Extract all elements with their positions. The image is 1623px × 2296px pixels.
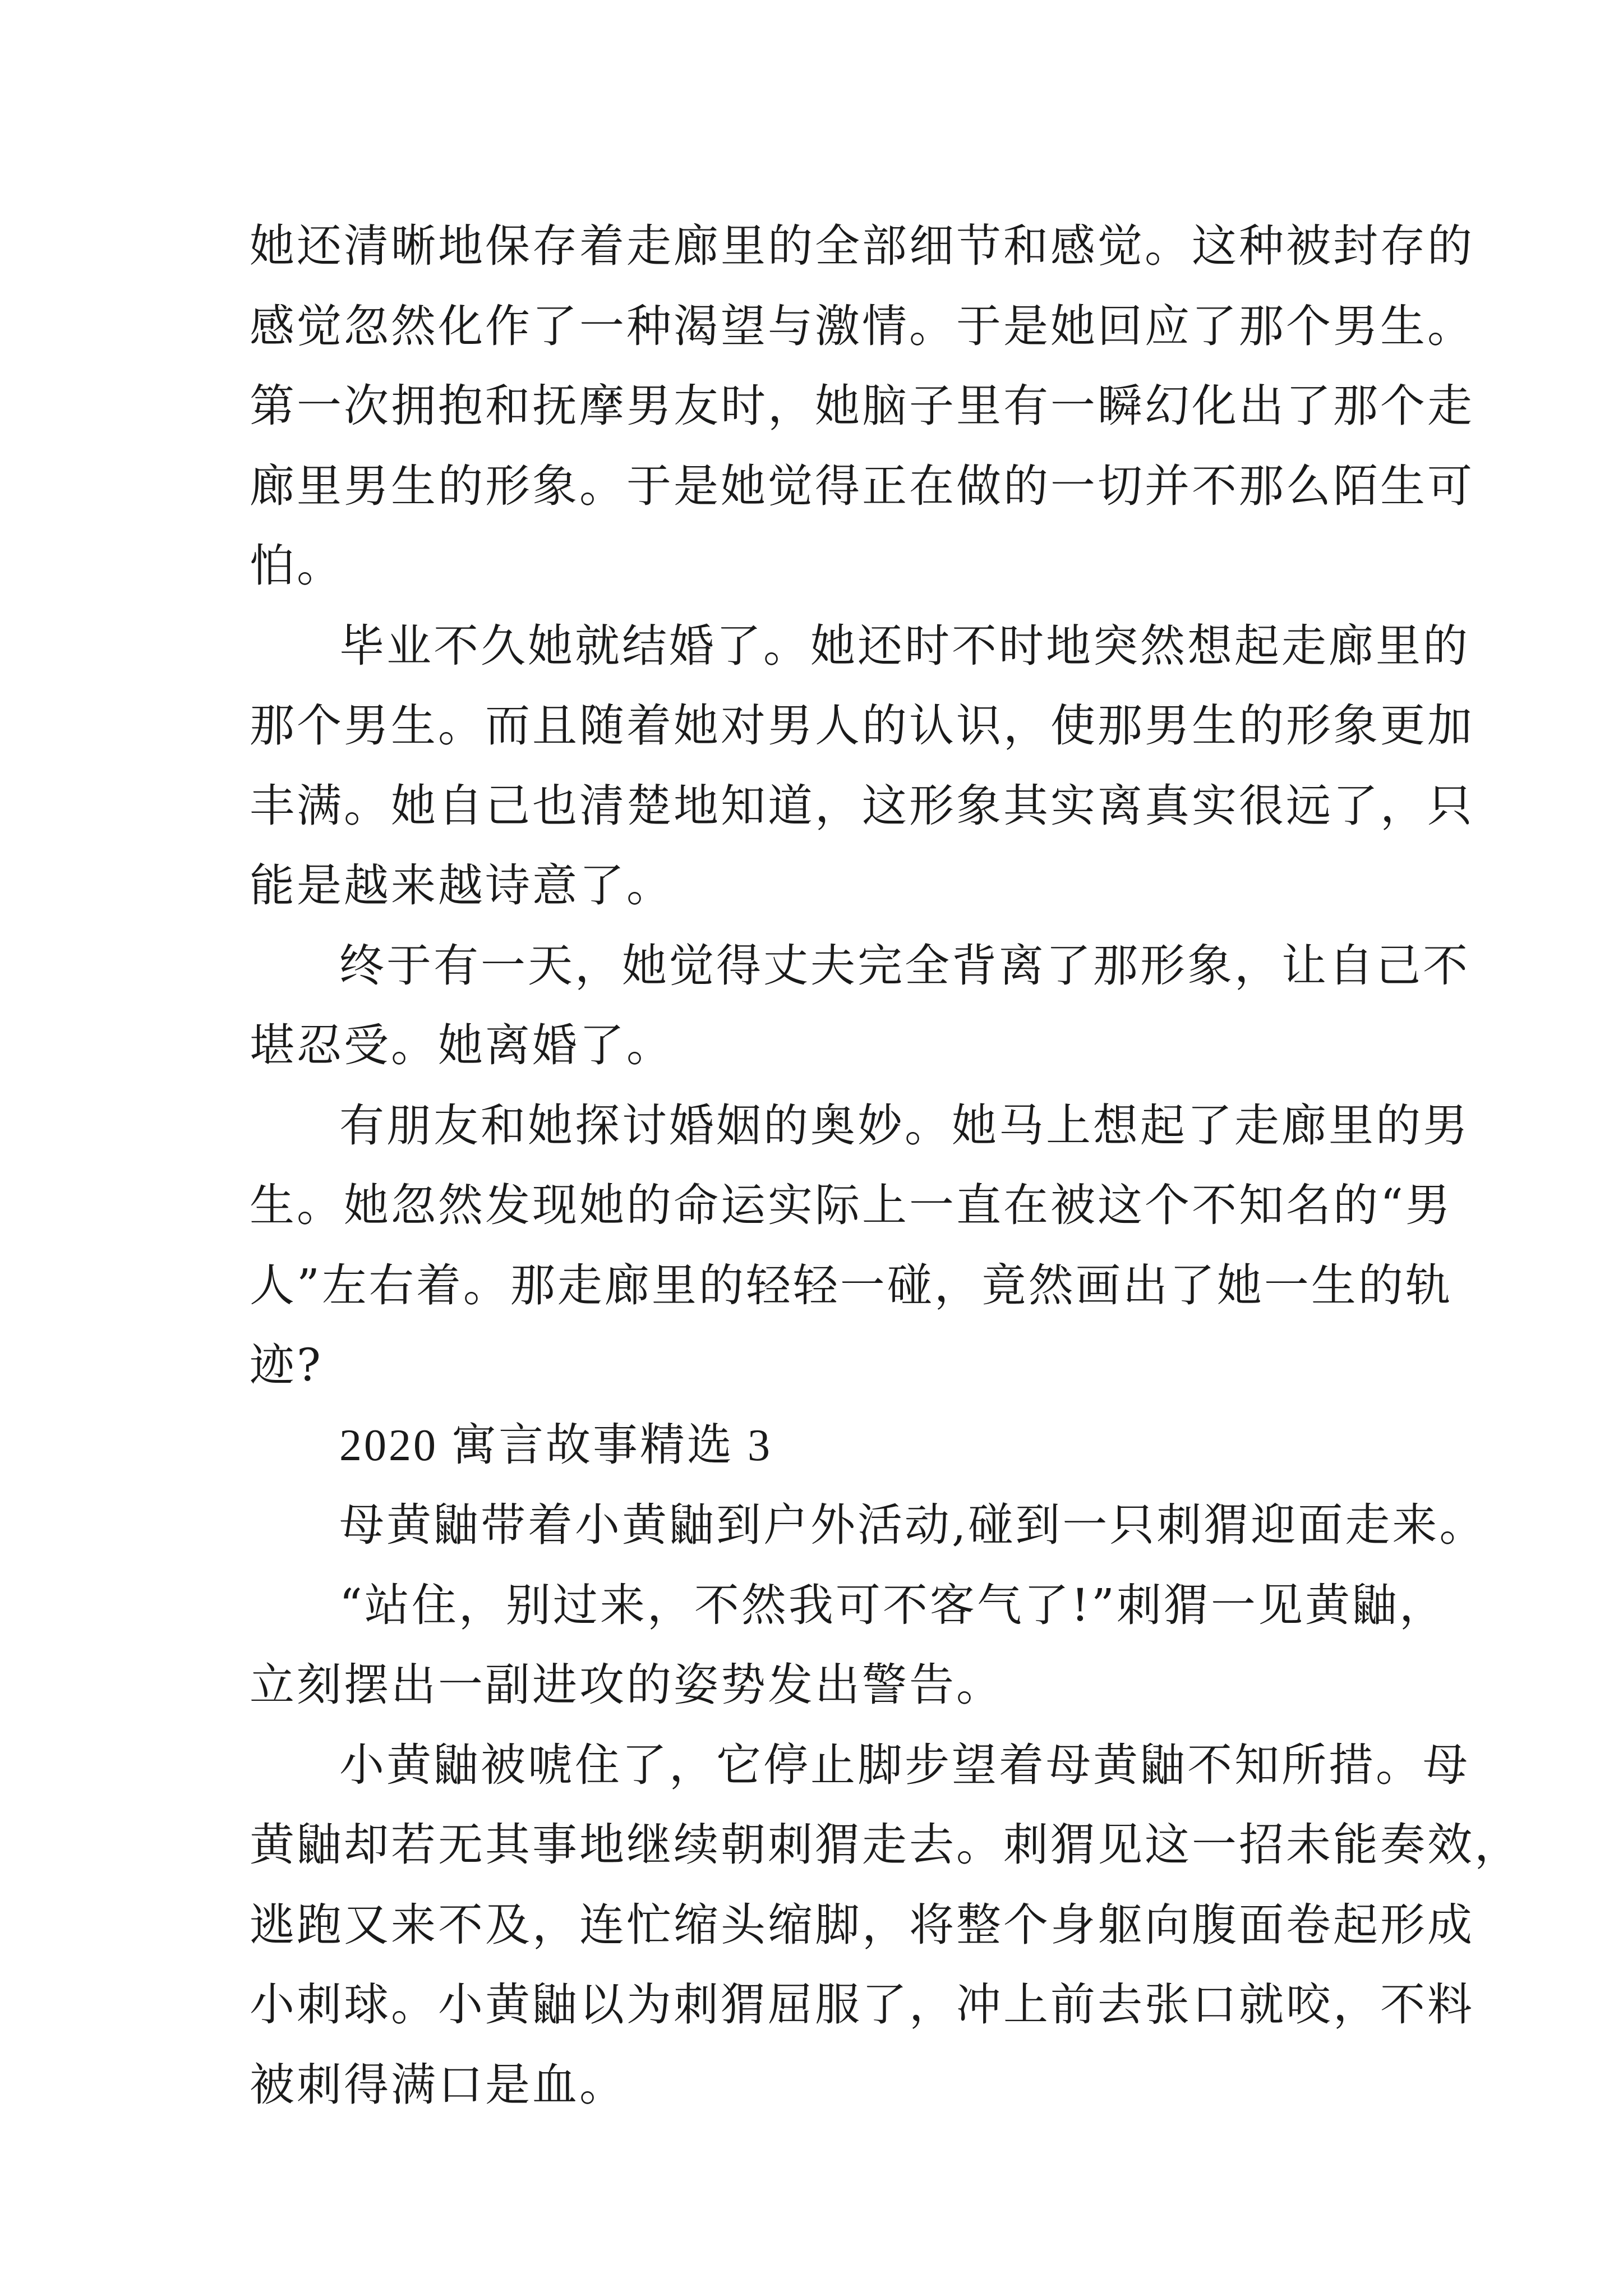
text-line: 第一次拥抱和抚摩男友时，她脑子里有一瞬幻化出了那个走 bbox=[250, 380, 1474, 432]
paragraph-2 bbox=[250, 606, 1474, 926]
paragraph-6 bbox=[250, 1566, 1446, 1726]
text-line: 小刺球。小黄鼬以为刺猬屈服了，冲上前去张口就咬，不料 bbox=[250, 1978, 1474, 2031]
text-line: 丰满。她自己也清楚地知道，这形象其实离真实很远了，只 bbox=[250, 779, 1474, 832]
paragraph-7 bbox=[250, 1726, 1521, 2125]
text-line: 小黄鼬被唬住了，它停止脚步望着母黄鼬不知所措。母 bbox=[339, 1738, 1470, 1791]
paragraph-4 bbox=[250, 1086, 1470, 1406]
text-line: 怕。 bbox=[250, 540, 344, 592]
text-line: 黄鼬却若无其事地继续朝刺猬走去。刺猬见这一招未能奏效， bbox=[250, 1819, 1521, 1871]
text-line: 被刺得满口是血。 bbox=[250, 2058, 626, 2111]
text-body bbox=[250, 206, 1521, 2125]
text-line: 终于有一天，她觉得丈夫完全背离了那形象，让自己不 bbox=[339, 939, 1470, 992]
section-heading bbox=[250, 1406, 1399, 1486]
paragraph-3 bbox=[250, 926, 1470, 1086]
text-line: 母黄鼬带着小黄鼬到户外活动,碰到一只刺猬迎面走来。 bbox=[339, 1499, 1487, 1551]
text-line: 那个男生。而且随着她对男人的认识，使那男生的形象更加 bbox=[250, 700, 1474, 752]
text-line: 人”左右着。那走廊里的轻轻一碰，竟然画出了她一生的轨 bbox=[250, 1259, 1453, 1312]
text-line: 堪忍受。她离婚了。 bbox=[250, 1019, 674, 1071]
text-line: 有朋友和她探讨婚姻的奥妙。她马上想起了走廊里的男 bbox=[339, 1099, 1470, 1152]
paragraph-5 bbox=[250, 1485, 1487, 1566]
paragraph-1 bbox=[250, 206, 1474, 606]
text-line: 能是越来越诗意了。 bbox=[250, 859, 674, 912]
text-line: 感觉忽然化作了一种渴望与激情。于是她回应了那个男生。 bbox=[250, 300, 1474, 352]
heading-line: 2020 寓言故事精选 3 bbox=[339, 1420, 772, 1470]
text-line: 迹? bbox=[250, 1339, 323, 1391]
text-line: 毕业不久她就结婚了。她还时不时地突然想起走廊里的 bbox=[339, 619, 1470, 672]
text-line: “站住，别过来，不然我可不客气了!”刺猬一见黄鼬， bbox=[339, 1579, 1446, 1631]
text-line: 生。她忽然发现她的命运实际上一直在被这个不知名的“男 bbox=[250, 1179, 1453, 1231]
text-line: 立刻摆出一副进攻的姿势发出警告。 bbox=[250, 1659, 1003, 1711]
text-line: 廊里男生的形象。于是她觉得正在做的一切并不那么陌生可 bbox=[250, 459, 1474, 512]
text-line: 逃跑又来不及，连忙缩头缩脚，将整个身躯向腹面卷起形成 bbox=[250, 1898, 1474, 1951]
text-line: 她还清晰地保存着走廊里的全部细节和感觉。这种被封存的 bbox=[250, 220, 1474, 272]
